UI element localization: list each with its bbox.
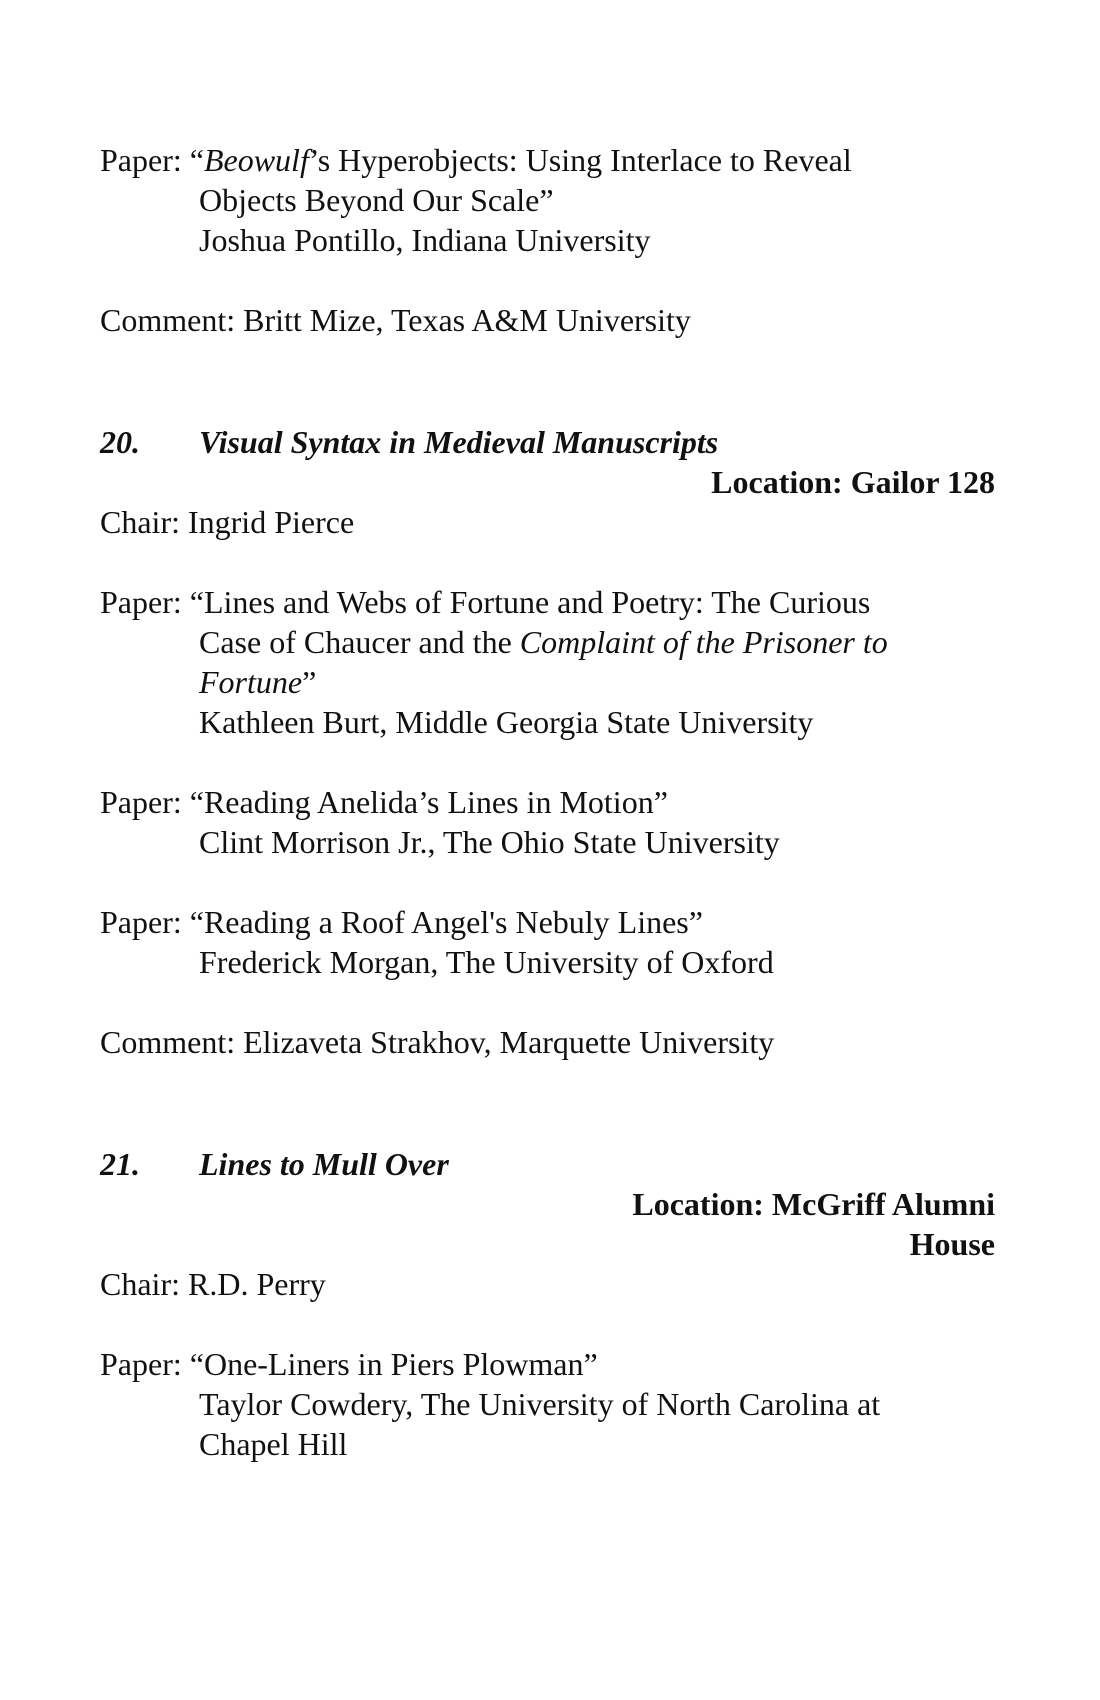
session-number: 21. [100,1146,140,1182]
paper-entry [100,1344,995,1464]
paper-title-roman: Case of Chaucer and the [199,624,520,660]
session-chair: Chair: R.D. Perry [100,1266,326,1302]
paper-title-roman: ” [302,664,317,700]
paper-title: “Reading Anelida’s Lines in Motion” [189,784,668,820]
location-line: Location: Gailor 128 [711,464,995,500]
paper-title-italic: Fortune [199,664,303,700]
paper-title-italic: Beowulf [203,142,309,178]
paper-entry [100,140,995,260]
paper-entry [100,782,995,862]
session-20 [100,422,995,1062]
session-comment: Comment: Elizaveta Strakhov, Marquette University [100,1024,775,1060]
session-21 [100,1144,995,1464]
paper-title-continuation [100,662,995,702]
paper-title: “Lines and Webs of Fortune and Poetry: The Curious [189,584,871,620]
paper-label: Paper: [100,904,182,940]
paper-title-line [100,582,995,622]
paper-label: Paper: [100,1346,182,1382]
paper-author: Joshua Pontillo, Indiana University [199,222,651,258]
paper-title-italic: Complaint of the Prisoner to [519,624,888,660]
program-page [100,140,995,1464]
session-location [100,1184,995,1264]
paper-title-line [100,782,995,822]
paper-title: “One-Liners in Piers Plowman” [189,1346,598,1382]
paper-title: “Reading a Roof Angel's Nebuly Lines” [189,904,703,940]
session-title: Lines to Mull Over [199,1146,449,1182]
paper-author: Taylor Cowdery, The University of North Carolina at [199,1386,881,1422]
paper-author: Kathleen Burt, Middle Georgia State University [199,704,814,740]
session-title: Visual Syntax in Medieval Manuscripts [199,424,719,460]
paper-author: Clint Morrison Jr., The Ohio State University [199,824,780,860]
session-heading [100,1144,995,1184]
paper-title-line [100,140,995,180]
paper-title-continuation [100,622,995,662]
paper-label: Paper: [100,584,182,620]
paper-title-open: “ [189,142,204,178]
location-line: Location: McGriff Alumni [632,1186,995,1222]
paper-label: Paper: [100,142,182,178]
paper-title-line [100,1344,995,1384]
paper-entry [100,582,995,742]
paper-entry [100,902,995,982]
session-number: 20. [100,424,140,460]
paper-author-continuation: Chapel Hill [199,1426,348,1462]
session-chair: Chair: Ingrid Pierce [100,504,355,540]
paper-title-continuation: Objects Beyond Our Scale” [199,182,554,218]
paper-label: Paper: [100,784,182,820]
paper-title-rest: ’s Hyperobjects: Using Interlace to Reveal [308,142,852,178]
session-heading [100,422,995,462]
session-location [100,462,995,502]
paper-author: Frederick Morgan, The University of Oxford [199,944,774,980]
location-line: House [909,1226,995,1262]
session-comment: Comment: Britt Mize, Texas A&M University [100,302,691,338]
paper-title-line [100,902,995,942]
